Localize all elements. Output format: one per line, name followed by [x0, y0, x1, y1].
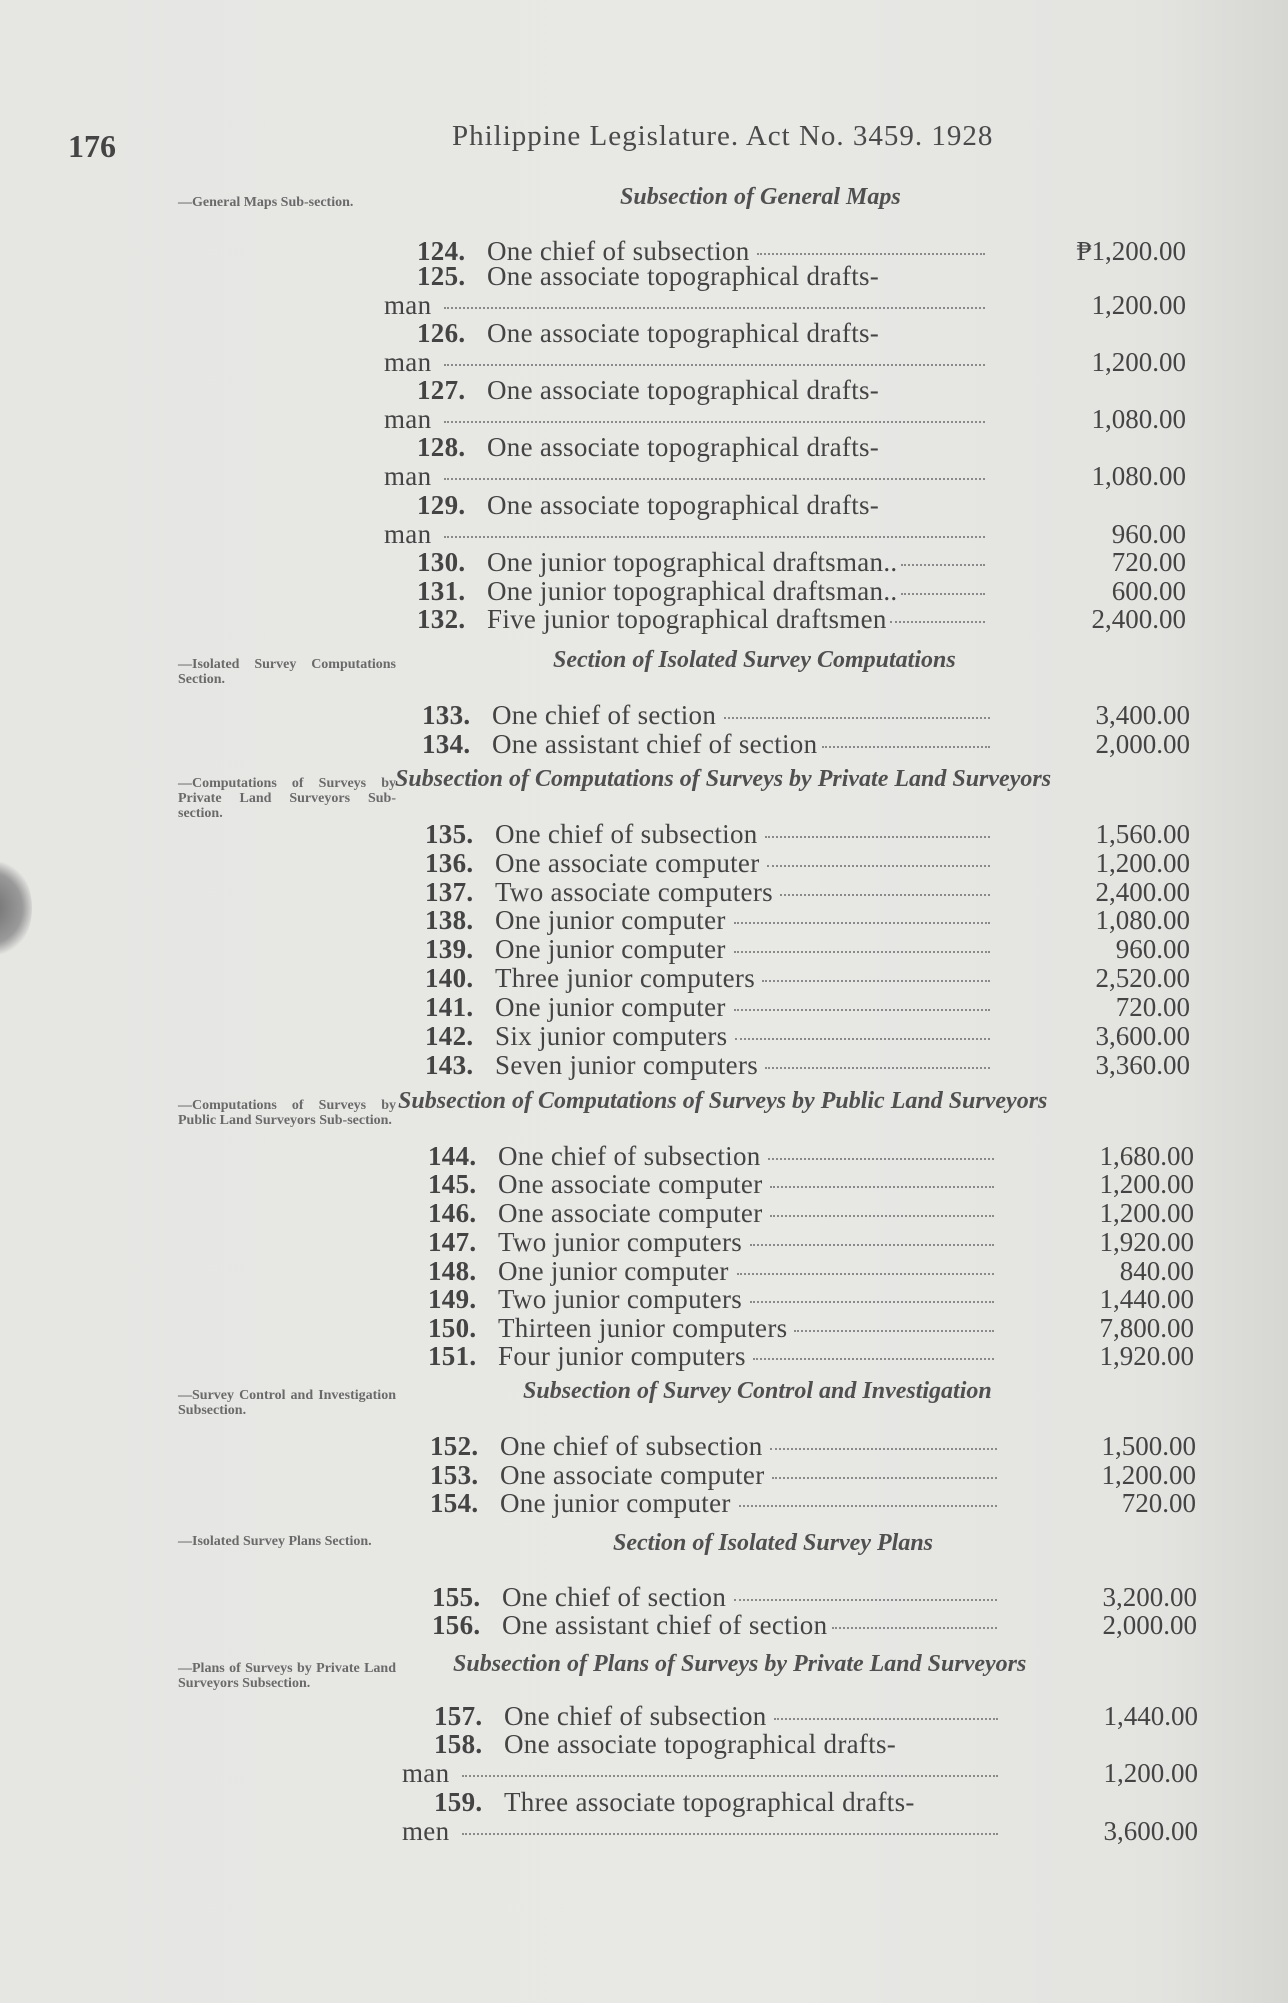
line-item	[0, 992, 1288, 1020]
line-item	[0, 1701, 1288, 1729]
dot-leader	[780, 894, 990, 896]
salary-amount: 1,500.00	[1101, 1431, 1196, 1461]
line-item-continuation	[0, 347, 1288, 375]
position-title: Seven junior computers	[495, 1050, 759, 1080]
salary-amount: 1,920.00	[1099, 1227, 1194, 1257]
dot-leader	[750, 1301, 994, 1303]
position-title: One chief of subsection	[500, 1431, 763, 1461]
salary-amount: 3,400.00	[1095, 700, 1190, 730]
position-title: One associate topographical drafts-	[487, 375, 880, 405]
dot-leader	[767, 865, 990, 867]
section-heading: Section of Isolated Survey Computations	[553, 647, 956, 673]
dot-leader	[444, 307, 985, 309]
line-item	[0, 1021, 1288, 1049]
line-item-continuation	[0, 290, 1288, 318]
dot-leader	[765, 1067, 990, 1069]
position-title: Three junior computers	[495, 963, 756, 993]
item-number: 124.	[417, 236, 466, 266]
item-number: 152.	[430, 1431, 479, 1461]
salary-amount: 2,000.00	[1095, 729, 1190, 759]
position-title: One associate computer	[498, 1169, 763, 1199]
salary-amount: 3,200.00	[1102, 1582, 1197, 1612]
position-title: One associate topographical drafts-	[487, 318, 880, 348]
item-number: 128.	[417, 432, 466, 462]
dot-leader	[734, 1009, 990, 1011]
salary-amount: 7,800.00	[1099, 1313, 1194, 1343]
salary-amount: 1,560.00	[1095, 819, 1190, 849]
dot-leader	[737, 1273, 994, 1275]
dot-leader	[774, 1718, 998, 1720]
position-title: One chief of subsection	[487, 236, 750, 266]
position-title-continuation: man	[384, 404, 432, 434]
line-item	[0, 729, 1288, 757]
salary-amount: 600.00	[1111, 576, 1186, 606]
line-item	[0, 1050, 1288, 1078]
position-title: One associate topographical drafts-	[487, 490, 880, 520]
item-number: 137.	[425, 877, 474, 907]
dot-leader	[750, 1244, 994, 1246]
salary-amount: 2,000.00	[1102, 1610, 1197, 1640]
salary-amount: 1,200.00	[1091, 347, 1186, 377]
item-number: 150.	[428, 1313, 477, 1343]
dot-leader	[444, 478, 985, 480]
salary-amount: 1,440.00	[1099, 1284, 1194, 1314]
position-title: Three associate topographical drafts-	[504, 1787, 915, 1817]
salary-amount: 2,400.00	[1095, 877, 1190, 907]
dot-leader	[753, 1358, 994, 1360]
item-number: 145.	[428, 1169, 477, 1199]
position-title: One chief of subsection	[504, 1701, 767, 1731]
salary-amount: 1,440.00	[1103, 1701, 1198, 1731]
position-title: Two associate computers	[495, 877, 773, 907]
margin-note: —Isolated Survey Computations Section.	[178, 657, 396, 687]
salary-amount: 1,200.00	[1099, 1198, 1194, 1228]
salary-amount: 2,400.00	[1091, 604, 1186, 634]
position-title: Two junior computers	[498, 1284, 743, 1314]
position-title: One chief of subsection	[495, 819, 758, 849]
margin-note: —Computations of Surveys by Public Land Surveyors Sub-section.	[178, 1098, 396, 1128]
section-heading: Subsection of General Maps	[620, 184, 901, 210]
item-number: 153.	[430, 1460, 479, 1490]
dot-leader	[770, 1448, 997, 1450]
line-item-continuation	[0, 461, 1288, 489]
line-item	[0, 1431, 1288, 1459]
salary-amount: 1,200.00	[1099, 1169, 1194, 1199]
line-item-continuation	[0, 519, 1288, 547]
line-item	[0, 432, 1288, 460]
dot-leader	[901, 564, 985, 566]
position-title-continuation: man	[384, 347, 432, 377]
position-title: One chief of section	[502, 1582, 727, 1612]
item-number: 140.	[425, 963, 474, 993]
dot-leader	[734, 1599, 997, 1601]
section-heading: Section of Isolated Survey Plans	[613, 1530, 934, 1556]
position-title: Six junior computers	[495, 1021, 728, 1051]
item-number: 159.	[434, 1787, 483, 1817]
item-number: 129.	[417, 490, 466, 520]
salary-amount: 1,200.00	[1091, 290, 1186, 320]
item-number: 132.	[417, 604, 466, 634]
salary-amount: 1,080.00	[1095, 905, 1190, 935]
salary-amount: 960.00	[1115, 934, 1190, 964]
line-item	[0, 1256, 1288, 1284]
line-item	[0, 1610, 1288, 1638]
line-item	[0, 1198, 1288, 1226]
item-number: 146.	[428, 1198, 477, 1228]
dot-leader	[444, 364, 985, 366]
position-title: One associate computer	[495, 848, 760, 878]
item-number: 134.	[422, 729, 471, 759]
line-item	[0, 1341, 1288, 1369]
position-title-continuation: men	[402, 1816, 450, 1846]
dot-leader	[734, 951, 990, 953]
line-item	[0, 1169, 1288, 1197]
salary-amount: 720.00	[1115, 992, 1190, 1022]
line-item	[0, 905, 1288, 933]
margin-note: —Plans of Surveys by Private Land Surveyors Subsection.	[178, 1661, 396, 1691]
dot-leader	[772, 1477, 997, 1479]
salary-amount: 840.00	[1119, 1256, 1194, 1286]
line-item	[0, 1313, 1288, 1341]
page-number: 176	[68, 128, 116, 164]
salary-amount: 720.00	[1111, 547, 1186, 577]
line-item	[0, 1582, 1288, 1610]
position-title: One associate topographical drafts-	[504, 1729, 897, 1759]
salary-amount: ₱1,200.00	[1076, 236, 1186, 266]
position-title: One chief of subsection	[498, 1141, 761, 1171]
line-item	[0, 700, 1288, 728]
position-title-continuation: man	[384, 290, 432, 320]
dot-leader	[739, 1505, 997, 1507]
salary-amount: 1,080.00	[1091, 461, 1186, 491]
item-number: 147.	[428, 1227, 477, 1257]
line-item	[0, 1227, 1288, 1255]
line-item	[0, 375, 1288, 403]
line-item	[0, 318, 1288, 346]
line-item	[0, 604, 1288, 632]
line-item	[0, 1787, 1288, 1815]
line-item-continuation	[0, 404, 1288, 432]
item-number: 139.	[425, 934, 474, 964]
line-item	[0, 547, 1288, 575]
salary-amount: 1,680.00	[1099, 1141, 1194, 1171]
dot-leader	[901, 593, 985, 595]
position-title: One junior computer	[495, 992, 726, 1022]
item-number: 138.	[425, 905, 474, 935]
position-title: One assistant chief of section	[492, 729, 818, 759]
salary-amount: 720.00	[1121, 1488, 1196, 1518]
salary-amount: 3,600.00	[1095, 1021, 1190, 1051]
line-item	[0, 1460, 1288, 1488]
line-item	[0, 261, 1288, 289]
line-item	[0, 819, 1288, 847]
section-heading: Subsection of Survey Control and Investigation	[523, 1378, 992, 1404]
position-title: Four junior computers	[498, 1341, 746, 1371]
dot-leader	[762, 980, 990, 982]
dot-leader	[832, 1627, 997, 1629]
dot-leader	[794, 1330, 994, 1332]
margin-note: —Isolated Survey Plans Section.	[178, 1534, 372, 1549]
position-title: One chief of section	[492, 700, 717, 730]
position-title-continuation: man	[402, 1758, 450, 1788]
item-number: 135.	[425, 819, 474, 849]
position-title: One junior computer	[495, 905, 726, 935]
item-number: 133.	[422, 700, 471, 730]
item-number: 136.	[425, 848, 474, 878]
salary-amount: 3,600.00	[1103, 1816, 1198, 1846]
line-item-continuation	[0, 1816, 1288, 1844]
salary-amount: 1,080.00	[1091, 404, 1186, 434]
item-number: 157.	[434, 1701, 483, 1731]
line-item	[0, 576, 1288, 604]
item-number: 154.	[430, 1488, 479, 1518]
dot-leader	[735, 1038, 990, 1040]
item-number: 143.	[425, 1050, 474, 1080]
position-title: Thirteen junior computers	[498, 1313, 788, 1343]
position-title: One junior computer	[498, 1256, 729, 1286]
position-title: One associate computer	[500, 1460, 765, 1490]
salary-amount: 1,920.00	[1099, 1341, 1194, 1371]
line-item	[0, 934, 1288, 962]
item-number: 126.	[417, 318, 466, 348]
item-number: 158.	[434, 1729, 483, 1759]
dot-leader	[444, 421, 985, 423]
position-title-continuation: man	[384, 461, 432, 491]
salary-amount: 3,360.00	[1095, 1050, 1190, 1080]
position-title: One junior computer	[495, 934, 726, 964]
salary-amount: 2,520.00	[1095, 963, 1190, 993]
item-number: 149.	[428, 1284, 477, 1314]
line-item-continuation	[0, 1758, 1288, 1786]
item-number: 156.	[432, 1610, 481, 1640]
dot-leader	[768, 1158, 994, 1160]
dot-leader	[770, 1186, 994, 1188]
section-heading: Subsection of Plans of Surveys by Private Land Surveyors	[453, 1651, 1027, 1677]
position-title: One junior computer	[500, 1488, 731, 1518]
margin-note: —Computations of Surveys by Private Land Surveyors Sub-section.	[178, 776, 396, 821]
position-title: One associate computer	[498, 1198, 763, 1228]
dot-leader	[462, 1833, 998, 1835]
salary-amount: 1,200.00	[1103, 1758, 1198, 1788]
item-number: 144.	[428, 1141, 477, 1171]
item-number: 130.	[417, 547, 466, 577]
item-number: 127.	[417, 375, 466, 405]
section-heading: Subsection of Computations of Surveys by Public Land Surveyors	[398, 1088, 1048, 1114]
margin-note: —Survey Control and Investigation Subsection.	[178, 1388, 396, 1418]
salary-amount: 1,200.00	[1095, 848, 1190, 878]
line-item	[0, 877, 1288, 905]
item-number: 125.	[417, 261, 466, 291]
item-number: 151.	[428, 1341, 477, 1371]
salary-amount: 1,200.00	[1101, 1460, 1196, 1490]
position-title-continuation: man	[384, 519, 432, 549]
line-item	[0, 1729, 1288, 1757]
dot-leader	[822, 746, 990, 748]
position-title: One junior topographical draftsman..	[487, 576, 898, 606]
position-title: Two junior computers	[498, 1227, 743, 1257]
item-number: 131.	[417, 576, 466, 606]
dot-leader	[890, 621, 985, 623]
line-item	[0, 1141, 1288, 1169]
dot-leader	[765, 836, 990, 838]
item-number: 141.	[425, 992, 474, 1022]
running-head: Philippine Legislature. Act No. 3459. 1928	[452, 120, 994, 152]
line-item	[0, 963, 1288, 991]
dot-leader	[734, 922, 990, 924]
dot-leader	[770, 1215, 994, 1217]
line-item	[0, 236, 1288, 264]
line-item	[0, 1284, 1288, 1312]
section-heading: Subsection of Computations of Surveys by Private Land Surveyors	[395, 766, 1052, 792]
line-item	[0, 1488, 1288, 1516]
dot-leader	[444, 536, 985, 538]
item-number: 142.	[425, 1021, 474, 1051]
item-number: 155.	[432, 1582, 481, 1612]
dot-leader	[724, 717, 990, 719]
margin-note: —General Maps Sub-section.	[178, 195, 354, 210]
position-title: Five junior topographical draftsmen	[487, 604, 887, 634]
dot-leader	[757, 253, 985, 255]
salary-amount: 960.00	[1111, 519, 1186, 549]
position-title: One associate topographical drafts-	[487, 432, 880, 462]
line-item	[0, 490, 1288, 518]
position-title: One assistant chief of section	[502, 1610, 828, 1640]
line-item	[0, 848, 1288, 876]
dot-leader	[462, 1775, 998, 1777]
position-title: One associate topographical drafts-	[487, 261, 880, 291]
item-number: 148.	[428, 1256, 477, 1286]
position-title: One junior topographical draftsman..	[487, 547, 898, 577]
